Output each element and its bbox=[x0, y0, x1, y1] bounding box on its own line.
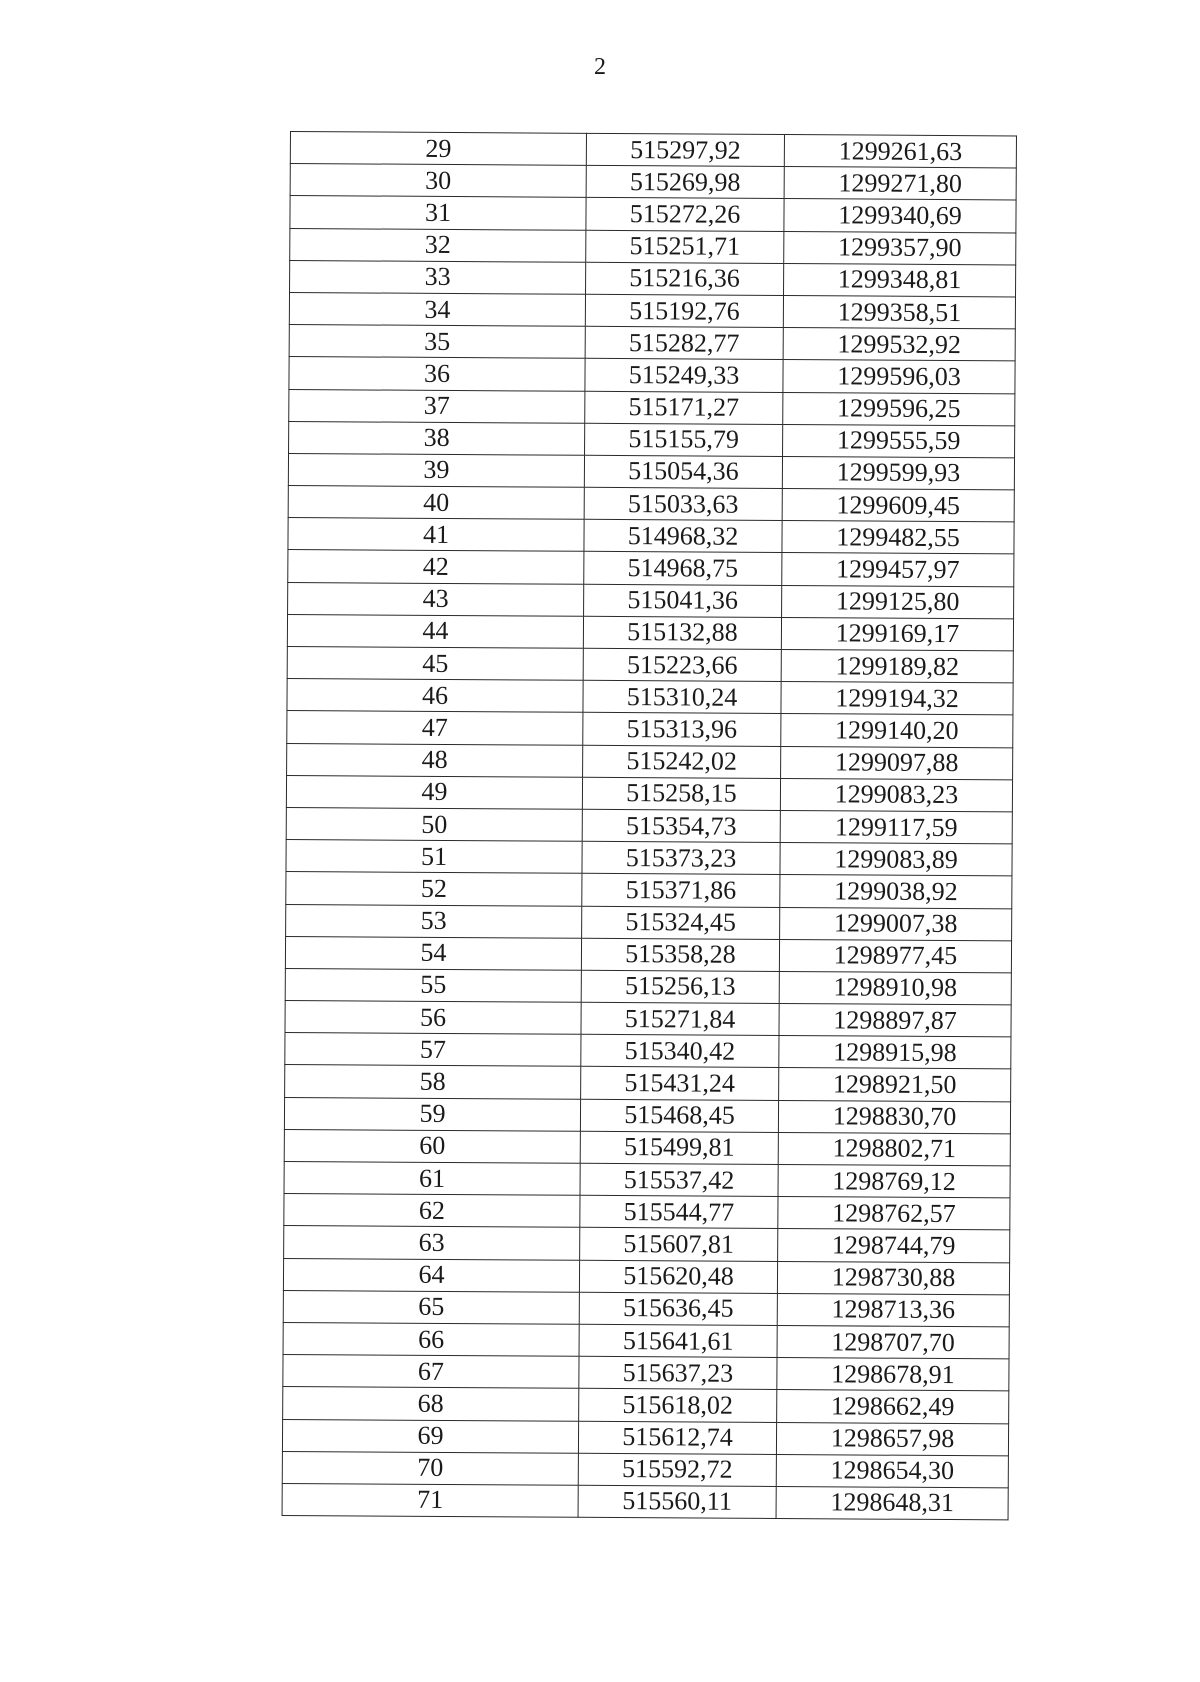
y-coordinate-cell: 1299596,03 bbox=[783, 360, 1015, 394]
x-coordinate-cell: 515271,84 bbox=[581, 1002, 779, 1035]
table-row bbox=[289, 357, 1015, 394]
table-row bbox=[283, 1355, 1009, 1392]
table-row bbox=[289, 389, 1015, 426]
point-number-cell: 65 bbox=[283, 1290, 579, 1324]
point-number-cell: 40 bbox=[288, 486, 584, 520]
x-coordinate-cell: 515499,81 bbox=[580, 1131, 778, 1164]
y-coordinate-cell: 1299169,17 bbox=[781, 617, 1013, 651]
y-coordinate-cell: 1299097,88 bbox=[781, 746, 1013, 780]
x-coordinate-cell: 515269,98 bbox=[586, 165, 784, 198]
point-number-cell: 67 bbox=[283, 1355, 579, 1389]
y-coordinate-cell: 1298921,50 bbox=[779, 1068, 1011, 1102]
y-coordinate-cell: 1299140,20 bbox=[781, 714, 1013, 748]
point-number-cell: 29 bbox=[290, 132, 586, 166]
table-row bbox=[289, 421, 1015, 458]
x-coordinate-cell: 515256,13 bbox=[581, 970, 779, 1003]
point-number-cell: 36 bbox=[289, 357, 585, 391]
y-coordinate-cell: 1299083,89 bbox=[780, 843, 1012, 877]
point-number-cell: 70 bbox=[282, 1451, 578, 1485]
y-coordinate-cell: 1299348,81 bbox=[784, 263, 1016, 297]
table-row bbox=[286, 904, 1012, 941]
x-coordinate-cell: 514968,75 bbox=[584, 552, 782, 585]
x-coordinate-cell: 515041,36 bbox=[584, 584, 782, 617]
x-coordinate-cell: 514968,32 bbox=[584, 520, 782, 553]
table-row bbox=[285, 968, 1011, 1005]
point-number-cell: 52 bbox=[286, 872, 582, 906]
x-coordinate-cell: 515371,86 bbox=[582, 874, 780, 907]
y-coordinate-cell: 1298662,49 bbox=[777, 1390, 1009, 1424]
point-number-cell: 33 bbox=[290, 260, 586, 294]
point-number-cell: 68 bbox=[283, 1387, 579, 1421]
y-coordinate-cell: 1298762,57 bbox=[778, 1197, 1010, 1231]
table-row bbox=[290, 228, 1016, 265]
point-number-cell: 31 bbox=[290, 196, 586, 230]
point-number-cell: 58 bbox=[285, 1065, 581, 1099]
point-number-cell: 51 bbox=[286, 840, 582, 874]
y-coordinate-cell: 1299609,45 bbox=[782, 489, 1014, 523]
table-row bbox=[286, 840, 1012, 877]
table-row bbox=[289, 292, 1015, 329]
y-coordinate-cell: 1298897,87 bbox=[779, 1004, 1011, 1038]
y-coordinate-cell: 1299007,38 bbox=[780, 907, 1012, 941]
x-coordinate-cell: 515282,77 bbox=[585, 326, 783, 359]
y-coordinate-cell: 1298713,36 bbox=[777, 1293, 1009, 1327]
y-coordinate-cell: 1299596,25 bbox=[783, 392, 1015, 426]
x-coordinate-cell: 515258,15 bbox=[582, 777, 780, 810]
point-number-cell: 71 bbox=[282, 1483, 578, 1517]
y-coordinate-cell: 1299189,82 bbox=[781, 650, 1013, 684]
table-row bbox=[286, 775, 1012, 812]
table-row bbox=[290, 164, 1016, 201]
x-coordinate-cell: 515636,45 bbox=[579, 1292, 777, 1325]
point-number-cell: 59 bbox=[284, 1097, 580, 1131]
point-number-cell: 48 bbox=[287, 743, 583, 777]
page-number: 2 bbox=[594, 54, 606, 80]
table-row bbox=[283, 1290, 1009, 1327]
x-coordinate-cell: 515171,27 bbox=[585, 391, 783, 424]
table-row bbox=[284, 1194, 1010, 1231]
y-coordinate-cell: 1298730,88 bbox=[777, 1261, 1009, 1295]
x-coordinate-cell: 515313,96 bbox=[583, 713, 781, 746]
y-coordinate-cell: 1298654,30 bbox=[776, 1454, 1008, 1488]
table-row bbox=[282, 1419, 1008, 1456]
table-row bbox=[285, 1001, 1011, 1038]
table-row bbox=[287, 646, 1013, 683]
point-number-cell: 44 bbox=[287, 614, 583, 648]
table-row bbox=[287, 614, 1013, 651]
point-number-cell: 61 bbox=[284, 1161, 580, 1195]
point-number-cell: 32 bbox=[290, 228, 586, 262]
y-coordinate-cell: 1299357,90 bbox=[784, 231, 1016, 265]
point-number-cell: 38 bbox=[289, 421, 585, 455]
table-row bbox=[284, 1097, 1010, 1134]
table-row bbox=[288, 550, 1014, 587]
point-number-cell: 34 bbox=[289, 292, 585, 326]
x-coordinate-cell: 515560,11 bbox=[578, 1485, 776, 1518]
point-number-cell: 30 bbox=[290, 164, 586, 198]
x-coordinate-cell: 515612,74 bbox=[578, 1421, 776, 1454]
table-row bbox=[283, 1258, 1009, 1295]
x-coordinate-cell: 515297,92 bbox=[586, 133, 784, 166]
table-row bbox=[283, 1322, 1009, 1359]
x-coordinate-cell: 515537,42 bbox=[580, 1163, 778, 1196]
y-coordinate-cell: 1299599,93 bbox=[782, 456, 1014, 490]
y-coordinate-cell: 1298657,98 bbox=[776, 1422, 1008, 1456]
y-coordinate-cell: 1298977,45 bbox=[779, 939, 1011, 973]
y-coordinate-cell: 1298678,91 bbox=[777, 1358, 1009, 1392]
coordinates-table bbox=[282, 131, 1017, 1520]
table-row bbox=[285, 936, 1011, 973]
table-row bbox=[288, 518, 1014, 555]
y-coordinate-cell: 1299261,63 bbox=[784, 135, 1016, 169]
y-coordinate-cell: 1299083,23 bbox=[780, 778, 1012, 812]
y-coordinate-cell: 1299117,59 bbox=[780, 810, 1012, 844]
point-number-cell: 56 bbox=[285, 1001, 581, 1035]
point-number-cell: 57 bbox=[285, 1033, 581, 1067]
y-coordinate-cell: 1299340,69 bbox=[784, 199, 1016, 233]
y-coordinate-cell: 1299457,97 bbox=[782, 553, 1014, 587]
coordinates-table-body bbox=[282, 132, 1016, 1520]
point-number-cell: 53 bbox=[286, 904, 582, 938]
x-coordinate-cell: 515216,36 bbox=[586, 262, 784, 295]
y-coordinate-cell: 1299555,59 bbox=[783, 424, 1015, 458]
point-number-cell: 62 bbox=[284, 1194, 580, 1228]
y-coordinate-cell: 1299532,92 bbox=[783, 328, 1015, 362]
y-coordinate-cell: 1299482,55 bbox=[782, 521, 1014, 555]
x-coordinate-cell: 515132,88 bbox=[583, 616, 781, 649]
table-row bbox=[283, 1387, 1009, 1424]
y-coordinate-cell: 1298802,71 bbox=[778, 1132, 1010, 1166]
table-row bbox=[284, 1161, 1010, 1198]
point-number-cell: 39 bbox=[288, 453, 584, 487]
point-number-cell: 64 bbox=[283, 1258, 579, 1292]
point-number-cell: 35 bbox=[289, 325, 585, 359]
point-number-cell: 69 bbox=[282, 1419, 578, 1453]
x-coordinate-cell: 515340,42 bbox=[581, 1035, 779, 1068]
table-row bbox=[282, 1483, 1008, 1520]
table-row bbox=[287, 679, 1013, 716]
x-coordinate-cell: 515618,02 bbox=[579, 1389, 777, 1422]
x-coordinate-cell: 515431,24 bbox=[581, 1067, 779, 1100]
x-coordinate-cell: 515033,63 bbox=[584, 487, 782, 520]
point-number-cell: 46 bbox=[287, 679, 583, 713]
point-number-cell: 45 bbox=[287, 646, 583, 680]
point-number-cell: 63 bbox=[284, 1226, 580, 1260]
x-coordinate-cell: 515249,33 bbox=[585, 359, 783, 392]
point-number-cell: 60 bbox=[284, 1129, 580, 1163]
point-number-cell: 66 bbox=[283, 1322, 579, 1356]
point-number-cell: 42 bbox=[288, 550, 584, 584]
table-row bbox=[286, 807, 1012, 844]
x-coordinate-cell: 515324,45 bbox=[582, 906, 780, 939]
table-row bbox=[287, 711, 1013, 748]
x-coordinate-cell: 515054,36 bbox=[584, 455, 782, 488]
y-coordinate-cell: 1298910,98 bbox=[779, 971, 1011, 1005]
point-number-cell: 55 bbox=[285, 968, 581, 1002]
x-coordinate-cell: 515592,72 bbox=[578, 1453, 776, 1486]
point-number-cell: 43 bbox=[288, 582, 584, 616]
table-row bbox=[284, 1129, 1010, 1166]
y-coordinate-cell: 1298769,12 bbox=[778, 1165, 1010, 1199]
x-coordinate-cell: 515354,73 bbox=[582, 809, 780, 842]
point-number-cell: 37 bbox=[289, 389, 585, 423]
x-coordinate-cell: 515310,24 bbox=[583, 680, 781, 713]
y-coordinate-cell: 1298830,70 bbox=[778, 1100, 1010, 1134]
y-coordinate-cell: 1299194,32 bbox=[781, 682, 1013, 716]
table-row bbox=[288, 582, 1014, 619]
table-row bbox=[288, 486, 1014, 523]
y-coordinate-cell: 1299358,51 bbox=[783, 295, 1015, 329]
x-coordinate-cell: 515607,81 bbox=[580, 1228, 778, 1261]
x-coordinate-cell: 515620,48 bbox=[579, 1260, 777, 1293]
y-coordinate-cell: 1299125,80 bbox=[782, 585, 1014, 619]
table-row bbox=[285, 1033, 1011, 1070]
table-row bbox=[289, 325, 1015, 362]
table-row bbox=[282, 1451, 1008, 1488]
x-coordinate-cell: 515272,26 bbox=[586, 198, 784, 231]
table-row bbox=[290, 260, 1016, 297]
x-coordinate-cell: 515223,66 bbox=[583, 648, 781, 681]
x-coordinate-cell: 515468,45 bbox=[580, 1099, 778, 1132]
y-coordinate-cell: 1299271,80 bbox=[784, 167, 1016, 201]
table-row bbox=[290, 132, 1016, 169]
x-coordinate-cell: 515242,02 bbox=[583, 745, 781, 778]
y-coordinate-cell: 1299038,92 bbox=[780, 875, 1012, 909]
y-coordinate-cell: 1298915,98 bbox=[779, 1036, 1011, 1070]
x-coordinate-cell: 515192,76 bbox=[585, 294, 783, 327]
x-coordinate-cell: 515251,71 bbox=[586, 230, 784, 263]
y-coordinate-cell: 1298707,70 bbox=[777, 1325, 1009, 1359]
x-coordinate-cell: 515155,79 bbox=[585, 423, 783, 456]
y-coordinate-cell: 1298744,79 bbox=[778, 1229, 1010, 1263]
point-number-cell: 41 bbox=[288, 518, 584, 552]
point-number-cell: 49 bbox=[286, 775, 582, 809]
table-row bbox=[288, 453, 1014, 490]
x-coordinate-cell: 515358,28 bbox=[581, 938, 779, 971]
table-row bbox=[290, 196, 1016, 233]
x-coordinate-cell: 515544,77 bbox=[580, 1195, 778, 1228]
table-row bbox=[285, 1065, 1011, 1102]
table-row bbox=[286, 872, 1012, 909]
x-coordinate-cell: 515641,61 bbox=[579, 1324, 777, 1357]
x-coordinate-cell: 515637,23 bbox=[579, 1356, 777, 1389]
y-coordinate-cell: 1298648,31 bbox=[776, 1486, 1008, 1520]
point-number-cell: 50 bbox=[286, 807, 582, 841]
point-number-cell: 47 bbox=[287, 711, 583, 745]
table-row bbox=[284, 1226, 1010, 1263]
table-row bbox=[287, 743, 1013, 780]
point-number-cell: 54 bbox=[285, 936, 581, 970]
x-coordinate-cell: 515373,23 bbox=[582, 841, 780, 874]
